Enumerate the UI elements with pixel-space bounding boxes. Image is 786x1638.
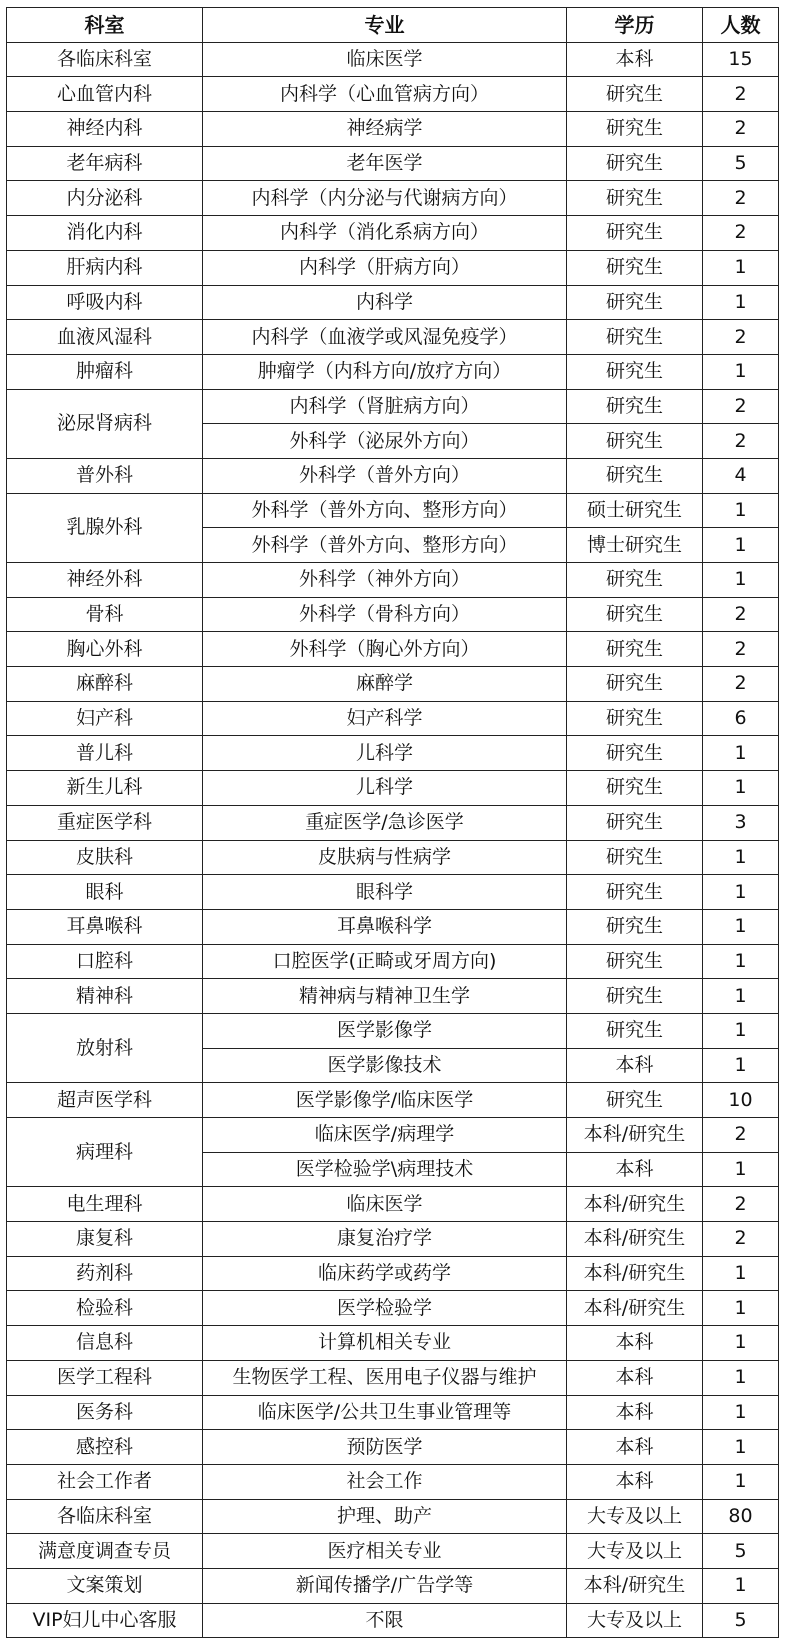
cell-count: 1 xyxy=(703,840,779,875)
cell-count: 1 xyxy=(703,285,779,320)
cell-department: 病理科 xyxy=(7,1118,203,1187)
cell-major: 精神病与精神卫生学 xyxy=(203,979,567,1014)
cell-department: 泌尿肾病科 xyxy=(7,389,203,458)
cell-count: 3 xyxy=(703,805,779,840)
cell-education: 研究生 xyxy=(567,736,703,771)
cell-education: 大专及以上 xyxy=(567,1603,703,1638)
table-row xyxy=(7,701,779,736)
cell-education: 本科/研究生 xyxy=(567,1256,703,1291)
cell-count: 1 xyxy=(703,1048,779,1083)
cell-education: 本科 xyxy=(567,1360,703,1395)
cell-major: 外科学（普外方向、整形方向） xyxy=(203,528,567,563)
cell-department: 老年病科 xyxy=(7,146,203,181)
cell-education: 研究生 xyxy=(567,1083,703,1118)
cell-department: 口腔科 xyxy=(7,944,203,979)
cell-major: 内科学（肾脏病方向） xyxy=(203,389,567,424)
table-row xyxy=(7,146,779,181)
cell-count: 1 xyxy=(703,1256,779,1291)
table-row xyxy=(7,840,779,875)
cell-department: 内分泌科 xyxy=(7,181,203,216)
cell-count: 1 xyxy=(703,250,779,285)
cell-department: 精神科 xyxy=(7,979,203,1014)
recruitment-table-container xyxy=(6,7,778,1631)
cell-department: 新生儿科 xyxy=(7,771,203,806)
cell-count: 2 xyxy=(703,320,779,355)
table-row xyxy=(7,632,779,667)
cell-education: 博士研究生 xyxy=(567,528,703,563)
cell-education: 研究生 xyxy=(567,216,703,251)
cell-major: 临床医学/公共卫生事业管理等 xyxy=(203,1395,567,1430)
cell-major: 妇产科学 xyxy=(203,701,567,736)
table-row xyxy=(7,389,779,424)
cell-education: 本科 xyxy=(567,42,703,77)
cell-department: 社会工作者 xyxy=(7,1464,203,1499)
cell-count: 2 xyxy=(703,77,779,112)
cell-count: 2 xyxy=(703,389,779,424)
cell-major: 医学检验学 xyxy=(203,1291,567,1326)
cell-count: 2 xyxy=(703,424,779,459)
cell-education: 本科/研究生 xyxy=(567,1568,703,1603)
table-header-row xyxy=(7,8,779,43)
cell-education: 研究生 xyxy=(567,597,703,632)
table-row xyxy=(7,1256,779,1291)
table-row xyxy=(7,1568,779,1603)
table-row xyxy=(7,909,779,944)
cell-major: 内科学（内分泌与代谢病方向） xyxy=(203,181,567,216)
cell-education: 研究生 xyxy=(567,424,703,459)
table-body xyxy=(7,42,779,1638)
cell-department: 呼吸内科 xyxy=(7,285,203,320)
cell-education: 研究生 xyxy=(567,285,703,320)
cell-major: 内科学（消化系病方向） xyxy=(203,216,567,251)
cell-department: 重症医学科 xyxy=(7,805,203,840)
cell-major: 外科学（普外方向） xyxy=(203,458,567,493)
cell-department: 文案策划 xyxy=(7,1568,203,1603)
cell-major: 儿科学 xyxy=(203,771,567,806)
cell-department: 妇产科 xyxy=(7,701,203,736)
cell-count: 5 xyxy=(703,1603,779,1638)
cell-major: 计算机相关专业 xyxy=(203,1326,567,1361)
table-row xyxy=(7,216,779,251)
cell-education: 大专及以上 xyxy=(567,1499,703,1534)
cell-education: 研究生 xyxy=(567,771,703,806)
cell-department: 乳腺外科 xyxy=(7,493,203,562)
cell-education: 本科/研究生 xyxy=(567,1222,703,1257)
cell-education: 研究生 xyxy=(567,181,703,216)
cell-major: 护理、助产 xyxy=(203,1499,567,1534)
cell-count: 1 xyxy=(703,1430,779,1465)
table-row xyxy=(7,181,779,216)
header-education: 学历 xyxy=(567,8,703,43)
cell-count: 1 xyxy=(703,1464,779,1499)
cell-major: 临床医学 xyxy=(203,1187,567,1222)
cell-major: 医学影像学 xyxy=(203,1013,567,1048)
cell-department: 各临床科室 xyxy=(7,1499,203,1534)
cell-education: 研究生 xyxy=(567,944,703,979)
cell-education: 研究生 xyxy=(567,632,703,667)
table-row xyxy=(7,320,779,355)
cell-count: 1 xyxy=(703,736,779,771)
cell-major: 皮肤病与性病学 xyxy=(203,840,567,875)
cell-education: 研究生 xyxy=(567,979,703,1014)
cell-department: 心血管内科 xyxy=(7,77,203,112)
table-row xyxy=(7,42,779,77)
cell-count: 2 xyxy=(703,216,779,251)
cell-count: 1 xyxy=(703,771,779,806)
cell-major: 外科学（骨科方向） xyxy=(203,597,567,632)
cell-education: 本科/研究生 xyxy=(567,1118,703,1153)
recruitment-table xyxy=(6,7,779,1638)
cell-count: 10 xyxy=(703,1083,779,1118)
cell-department: 麻醉科 xyxy=(7,667,203,702)
cell-department: 超声医学科 xyxy=(7,1083,203,1118)
table-row xyxy=(7,250,779,285)
cell-count: 1 xyxy=(703,944,779,979)
cell-count: 1 xyxy=(703,1326,779,1361)
cell-count: 1 xyxy=(703,909,779,944)
table-row xyxy=(7,1464,779,1499)
cell-count: 4 xyxy=(703,458,779,493)
table-row xyxy=(7,1499,779,1534)
cell-count: 5 xyxy=(703,1534,779,1569)
cell-major: 医学影像学/临床医学 xyxy=(203,1083,567,1118)
cell-count: 2 xyxy=(703,1222,779,1257)
cell-major: 眼科学 xyxy=(203,875,567,910)
cell-major: 老年医学 xyxy=(203,146,567,181)
cell-department: 信息科 xyxy=(7,1326,203,1361)
cell-count: 1 xyxy=(703,1360,779,1395)
cell-count: 1 xyxy=(703,528,779,563)
cell-department: 医学工程科 xyxy=(7,1360,203,1395)
cell-major: 康复治疗学 xyxy=(203,1222,567,1257)
cell-department: 满意度调查专员 xyxy=(7,1534,203,1569)
table-row xyxy=(7,736,779,771)
cell-department: 皮肤科 xyxy=(7,840,203,875)
cell-department: VIP妇儿中心客服 xyxy=(7,1603,203,1638)
cell-count: 2 xyxy=(703,632,779,667)
table-row xyxy=(7,1430,779,1465)
cell-department: 眼科 xyxy=(7,875,203,910)
cell-education: 研究生 xyxy=(567,909,703,944)
cell-education: 研究生 xyxy=(567,77,703,112)
table-row xyxy=(7,771,779,806)
cell-education: 研究生 xyxy=(567,320,703,355)
cell-count: 5 xyxy=(703,146,779,181)
cell-count: 1 xyxy=(703,1291,779,1326)
table-row xyxy=(7,597,779,632)
cell-count: 1 xyxy=(703,1568,779,1603)
cell-major: 内科学（心血管病方向） xyxy=(203,77,567,112)
table-row xyxy=(7,805,779,840)
cell-major: 预防医学 xyxy=(203,1430,567,1465)
table-row xyxy=(7,112,779,147)
cell-count: 1 xyxy=(703,875,779,910)
cell-department: 电生理科 xyxy=(7,1187,203,1222)
cell-count: 15 xyxy=(703,42,779,77)
cell-major: 生物医学工程、医用电子仪器与维护 xyxy=(203,1360,567,1395)
cell-major: 临床医学 xyxy=(203,42,567,77)
cell-major: 麻醉学 xyxy=(203,667,567,702)
cell-education: 本科 xyxy=(567,1152,703,1187)
cell-department: 各临床科室 xyxy=(7,42,203,77)
table-row xyxy=(7,77,779,112)
cell-education: 研究生 xyxy=(567,805,703,840)
cell-department: 医务科 xyxy=(7,1395,203,1430)
cell-major: 医学影像技术 xyxy=(203,1048,567,1083)
cell-education: 研究生 xyxy=(567,667,703,702)
cell-education: 本科/研究生 xyxy=(567,1291,703,1326)
cell-education: 本科/研究生 xyxy=(567,1187,703,1222)
cell-education: 研究生 xyxy=(567,1013,703,1048)
table-row xyxy=(7,1222,779,1257)
cell-department: 肝病内科 xyxy=(7,250,203,285)
cell-count: 1 xyxy=(703,563,779,598)
table-row xyxy=(7,285,779,320)
header-count: 人数 xyxy=(703,8,779,43)
table-row xyxy=(7,1326,779,1361)
cell-department: 放射科 xyxy=(7,1013,203,1082)
cell-major: 重症医学/急诊医学 xyxy=(203,805,567,840)
cell-major: 医疗相关专业 xyxy=(203,1534,567,1569)
cell-major: 外科学（普外方向、整形方向） xyxy=(203,493,567,528)
cell-major: 内科学 xyxy=(203,285,567,320)
cell-education: 研究生 xyxy=(567,458,703,493)
cell-department: 血液风湿科 xyxy=(7,320,203,355)
cell-department: 普儿科 xyxy=(7,736,203,771)
cell-education: 本科 xyxy=(567,1048,703,1083)
cell-education: 研究生 xyxy=(567,840,703,875)
cell-education: 本科 xyxy=(567,1464,703,1499)
cell-education: 本科 xyxy=(567,1326,703,1361)
cell-count: 1 xyxy=(703,1152,779,1187)
cell-department: 神经内科 xyxy=(7,112,203,147)
cell-department: 药剂科 xyxy=(7,1256,203,1291)
table-row xyxy=(7,1083,779,1118)
cell-major: 耳鼻喉科学 xyxy=(203,909,567,944)
cell-major: 外科学（胸心外方向） xyxy=(203,632,567,667)
cell-education: 研究生 xyxy=(567,389,703,424)
cell-department: 感控科 xyxy=(7,1430,203,1465)
cell-count: 6 xyxy=(703,701,779,736)
cell-count: 1 xyxy=(703,1013,779,1048)
table-row xyxy=(7,1187,779,1222)
cell-count: 2 xyxy=(703,597,779,632)
cell-department: 普外科 xyxy=(7,458,203,493)
cell-major: 医学检验学\病理技术 xyxy=(203,1152,567,1187)
cell-department: 胸心外科 xyxy=(7,632,203,667)
table-row xyxy=(7,667,779,702)
table-row xyxy=(7,493,779,528)
table-row xyxy=(7,1013,779,1048)
cell-count: 80 xyxy=(703,1499,779,1534)
table-row xyxy=(7,458,779,493)
table-row xyxy=(7,1291,779,1326)
cell-major: 肿瘤学（内科方向/放疗方向） xyxy=(203,354,567,389)
cell-major: 外科学（神外方向） xyxy=(203,563,567,598)
cell-education: 大专及以上 xyxy=(567,1534,703,1569)
cell-major: 新闻传播学/广告学等 xyxy=(203,1568,567,1603)
cell-major: 临床医学/病理学 xyxy=(203,1118,567,1153)
cell-count: 1 xyxy=(703,354,779,389)
table-row xyxy=(7,563,779,598)
table-row xyxy=(7,1534,779,1569)
cell-department: 康复科 xyxy=(7,1222,203,1257)
cell-count: 2 xyxy=(703,667,779,702)
cell-department: 耳鼻喉科 xyxy=(7,909,203,944)
cell-department: 骨科 xyxy=(7,597,203,632)
cell-education: 研究生 xyxy=(567,146,703,181)
cell-education: 研究生 xyxy=(567,701,703,736)
cell-major: 社会工作 xyxy=(203,1464,567,1499)
cell-major: 口腔医学(正畸或牙周方向) xyxy=(203,944,567,979)
cell-major: 外科学（泌尿外方向） xyxy=(203,424,567,459)
cell-major: 临床药学或药学 xyxy=(203,1256,567,1291)
table-row xyxy=(7,1395,779,1430)
cell-education: 研究生 xyxy=(567,875,703,910)
cell-count: 1 xyxy=(703,493,779,528)
cell-department: 神经外科 xyxy=(7,563,203,598)
cell-major: 神经病学 xyxy=(203,112,567,147)
cell-count: 2 xyxy=(703,181,779,216)
table-row xyxy=(7,354,779,389)
table-row xyxy=(7,1360,779,1395)
cell-count: 1 xyxy=(703,1395,779,1430)
table-row xyxy=(7,1118,779,1153)
cell-education: 研究生 xyxy=(567,563,703,598)
cell-education: 本科 xyxy=(567,1395,703,1430)
cell-major: 内科学（肝病方向） xyxy=(203,250,567,285)
cell-education: 硕士研究生 xyxy=(567,493,703,528)
cell-education: 本科 xyxy=(567,1430,703,1465)
cell-education: 研究生 xyxy=(567,250,703,285)
cell-count: 2 xyxy=(703,112,779,147)
cell-education: 研究生 xyxy=(567,112,703,147)
cell-major: 不限 xyxy=(203,1603,567,1638)
cell-education: 研究生 xyxy=(567,354,703,389)
cell-department: 肿瘤科 xyxy=(7,354,203,389)
table-row xyxy=(7,875,779,910)
table-row xyxy=(7,944,779,979)
header-major: 专业 xyxy=(203,8,567,43)
header-department: 科室 xyxy=(7,8,203,43)
cell-count: 2 xyxy=(703,1187,779,1222)
table-row xyxy=(7,979,779,1014)
cell-department: 检验科 xyxy=(7,1291,203,1326)
cell-count: 1 xyxy=(703,979,779,1014)
cell-department: 消化内科 xyxy=(7,216,203,251)
cell-major: 儿科学 xyxy=(203,736,567,771)
cell-major: 内科学（血液学或风湿免疫学） xyxy=(203,320,567,355)
cell-count: 2 xyxy=(703,1118,779,1153)
